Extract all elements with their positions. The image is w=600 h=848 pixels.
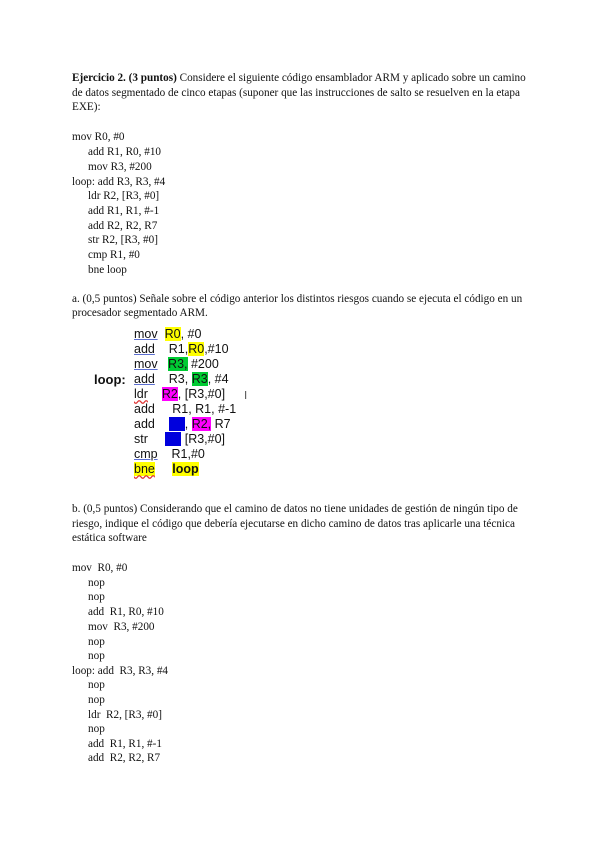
part-a-label-1: a. (0,5 puntos) Señale sobre el código anterior los distintos riesgos cuando se ejecuta el código en un (72, 293, 523, 305)
exercise-heading (72, 72, 526, 84)
figure-row: mov R3, #200 (134, 357, 219, 371)
part-a-label-2: procesador segmentado ARM. (72, 307, 208, 319)
code-b-line: nop (88, 577, 105, 589)
figure-row: str R2 [R3,#0] (134, 432, 226, 446)
text-cursor-icon: I (244, 389, 248, 402)
figure-row: add R3, R3, #4 (134, 372, 229, 386)
figure-row: mov R0, #0 (134, 327, 202, 341)
code-line: add R2, R2, R7 (88, 220, 158, 232)
hazard-figure (92, 326, 307, 476)
code-b-line: nop (88, 650, 105, 662)
code-line: str R2, [R3, #0] (88, 234, 158, 246)
code-line: add R1, R0, #10 (88, 146, 162, 158)
code-b-line: nop (88, 679, 105, 691)
code-line: bne loop (88, 264, 127, 276)
code-line: ldr R2, [R3, #0] (88, 190, 160, 202)
part-b-label-3: estática software (72, 532, 147, 544)
figure-row: add R1,R0,#10 (134, 342, 229, 356)
part-b-label-2: riesgo, indique el código que debería ejecutarse en dicho camino de datos tras aplicarle una técnica (72, 518, 515, 530)
code-line: add R1, R1, #-1 (88, 205, 160, 217)
figure-loop-label: loop: (94, 372, 126, 387)
code-b-line: nop (88, 694, 105, 706)
exercise-intro-3: EXE): (72, 101, 101, 113)
exercise-intro-2: de datos segmentado de cinco etapas (suponer que las instrucciones de salto se resuelven en la etapa (72, 87, 520, 99)
code-b-line: loop: add R3, R3, #4 (72, 665, 169, 677)
code-b-line: ldr R2, [R3, #0] (88, 709, 162, 721)
figure-row: cmp R1,#0 (134, 447, 205, 461)
code-b-line: add R1, R0, #10 (88, 606, 164, 618)
code-line: loop: add R3, R3, #4 (72, 176, 166, 188)
code-b-line: nop (88, 591, 105, 603)
code-line: mov R3, #200 (88, 161, 152, 173)
code-line: mov R0, #0 (72, 131, 125, 143)
figure-row: ldr R2, [R3,#0] (134, 387, 226, 401)
code-b-line: nop (88, 636, 105, 648)
code-b-line: mov R3, #200 (88, 621, 155, 633)
exercise-intro-1: Considere el siguiente código ensamblador ARM y aplicado sobre un camino (176, 72, 526, 84)
figure-row: add R2, R2, R7 (134, 417, 231, 431)
figure-row: add R1, R1, #-1 (134, 402, 237, 416)
part-b-label-1: b. (0,5 puntos) Considerando que el camino de datos no tiene unidades de gestión de ningún tipo de (72, 503, 518, 515)
exercise-title: Ejercicio 2. (3 puntos) (72, 72, 177, 84)
figure-row: bne loop (134, 462, 199, 476)
code-b-line: add R2, R2, R7 (88, 752, 161, 764)
code-line: cmp R1, #0 (88, 249, 140, 261)
code-b-line: mov R0, #0 (72, 562, 128, 574)
code-b-line: add R1, R1, #-1 (88, 738, 162, 750)
code-b-line: nop (88, 723, 105, 735)
